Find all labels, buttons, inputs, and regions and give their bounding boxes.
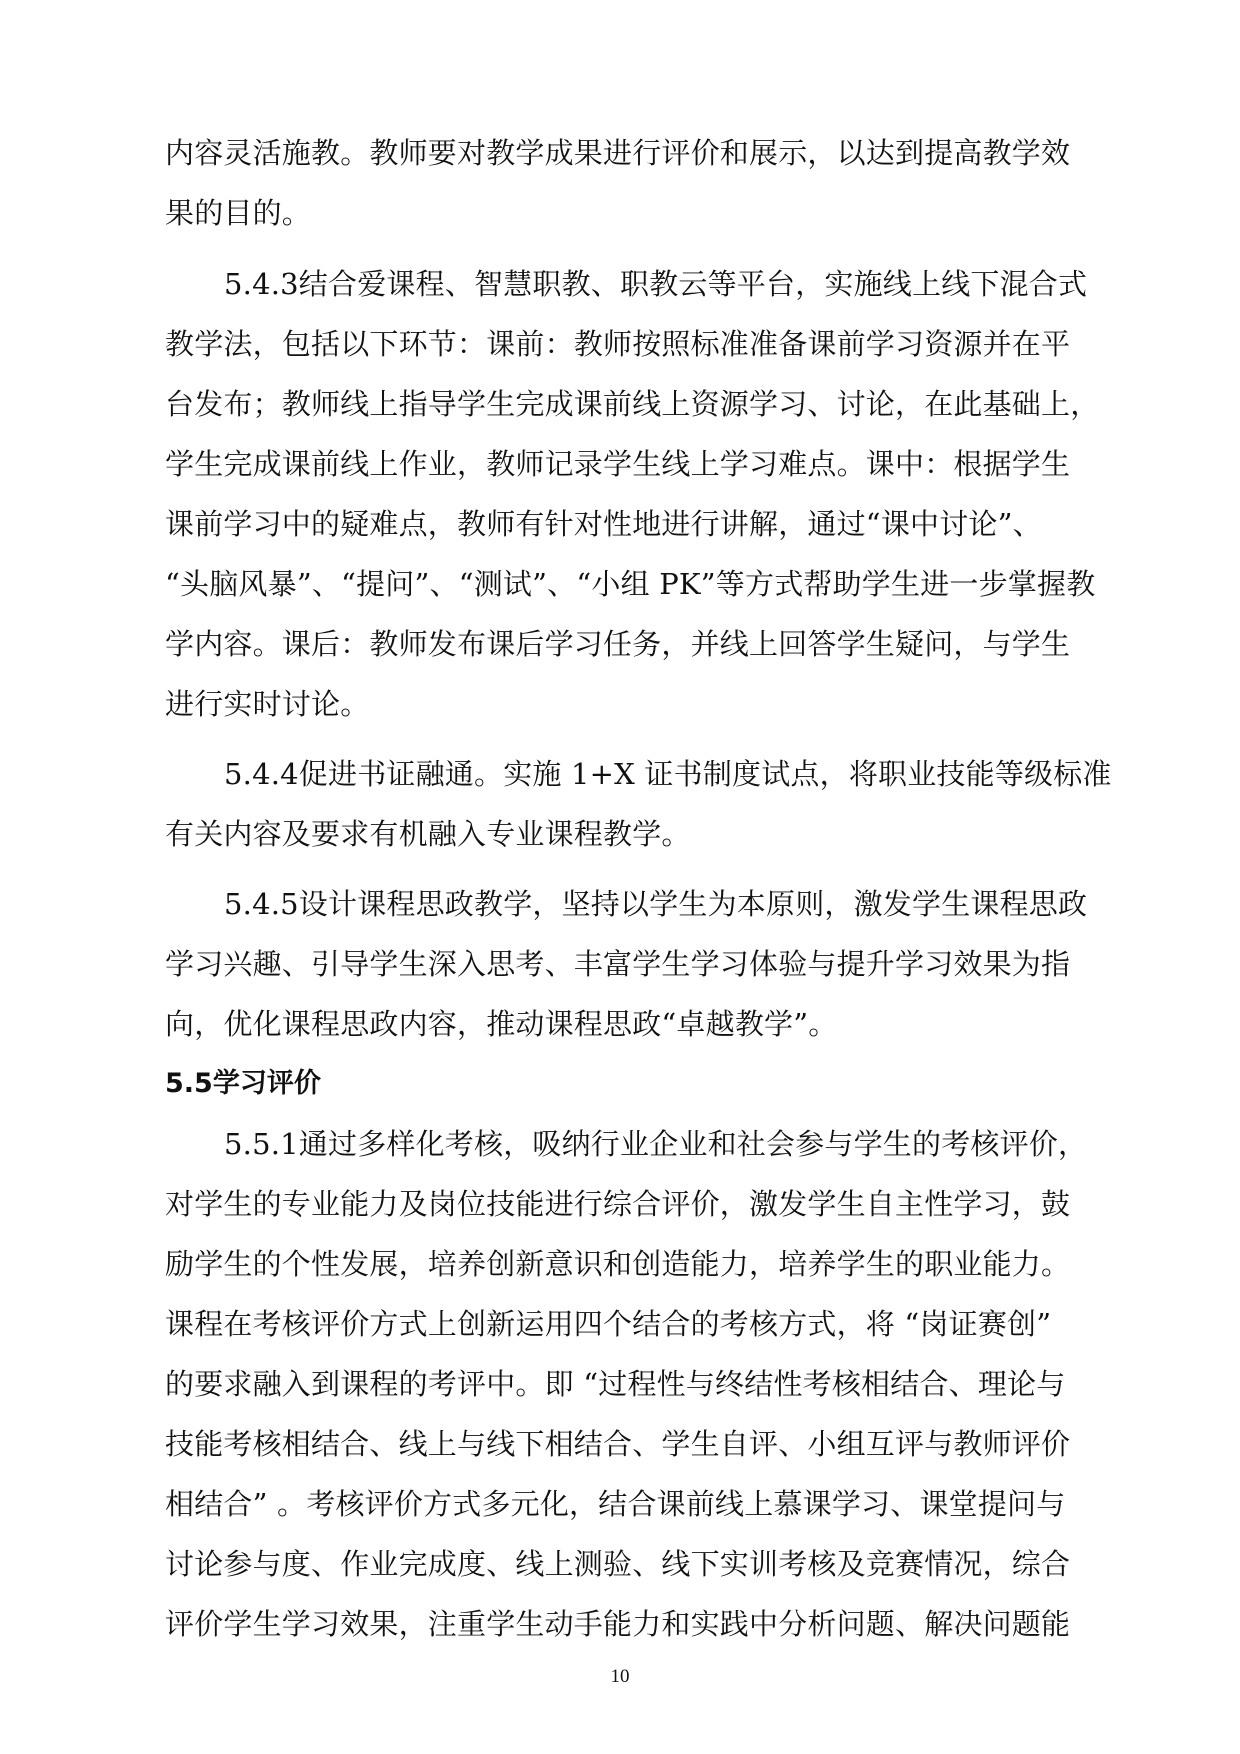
paragraph-line: 进行实时讨论。 [165,687,370,721]
paragraph-line: 学内容。课后：教师发布课后学习任务，并线上回答学生疑问，与学生 [165,627,1071,661]
paragraph-line: 学生完成课前线上作业，教师记录学生线上学习难点。课中：根据学生 [165,447,1071,481]
paragraph-line: 课程在考核评价方式上创新运用四个结合的考核方式，将 “岗证赛创” [165,1307,1052,1341]
page-number: 10 [610,1666,630,1687]
paragraph-line: 果的目的。 [165,196,312,230]
paragraph-line: 有关内容及要求有机融入专业课程教学。 [165,817,691,851]
paragraph-line: 内容灵活施教。教师要对教学成果进行评价和展示，以达到提高教学效 [165,136,1071,170]
paragraph-line: 5.4.4促进书证融通。实施 1+X 证书制度试点，将职业技能等级标准 [224,757,1112,791]
paragraph-line: 技能考核相结合、线上与线下相结合、学生自评、小组互评与教师评价 [165,1427,1071,1461]
paragraph-line: “头脑风暴”、“提问”、“测试”、“小组 PK”等方式帮助学生进一步掌握教 [165,567,1096,601]
section-heading: 5.5学习评价 [165,1068,321,1099]
paragraph-line: 课前学习中的疑难点，教师有针对性地进行讲解，通过“课中讨论”、 [165,507,1042,541]
paragraph-line: 的要求融入到课程的考评中。即 “过程性与终结性考核相结合、理论与 [165,1367,1066,1401]
paragraph-line: 向，优化课程思政内容，推动课程思政“卓越教学”。 [165,1007,838,1041]
paragraph-line: 5.5.1通过多样化考核，吸纳行业企业和社会参与学生的考核评价， [224,1127,1088,1161]
paragraph-line: 评价学生学习效果，注重学生动手能力和实践中分析问题、解决问题能 [165,1607,1071,1641]
paragraph-line: 讨论参与度、作业完成度、线上测验、线下实训考核及竞赛情况，综合 [165,1547,1071,1581]
paragraph-line: 5.4.3结合爱课程、智慧职教、职教云等平台，实施线上线下混合式 [224,267,1088,301]
paragraph-line: 相结合” 。考核评价方式多元化，结合课前线上慕课学习、课堂提问与 [165,1487,1066,1521]
paragraph-line: 励学生的个性发展，培养创新意识和创造能力，培养学生的职业能力。 [165,1247,1071,1281]
paragraph-line: 对学生的专业能力及岗位技能进行综合评价，激发学生自主性学习，鼓 [165,1187,1071,1221]
paragraph-line: 教学法，包括以下环节：课前：教师按照标准准备课前学习资源并在平 [165,327,1071,361]
paragraph-line: 台发布；教师线上指导学生完成课前线上资源学习、讨论，在此基础上， [165,387,1100,421]
paragraph-line: 学习兴趣、引导学生深入思考、丰富学生学习体验与提升学习效果为指 [165,947,1071,981]
paragraph-line: 5.4.5设计课程思政教学，坚持以学生为本原则，激发学生课程思政 [224,887,1088,921]
